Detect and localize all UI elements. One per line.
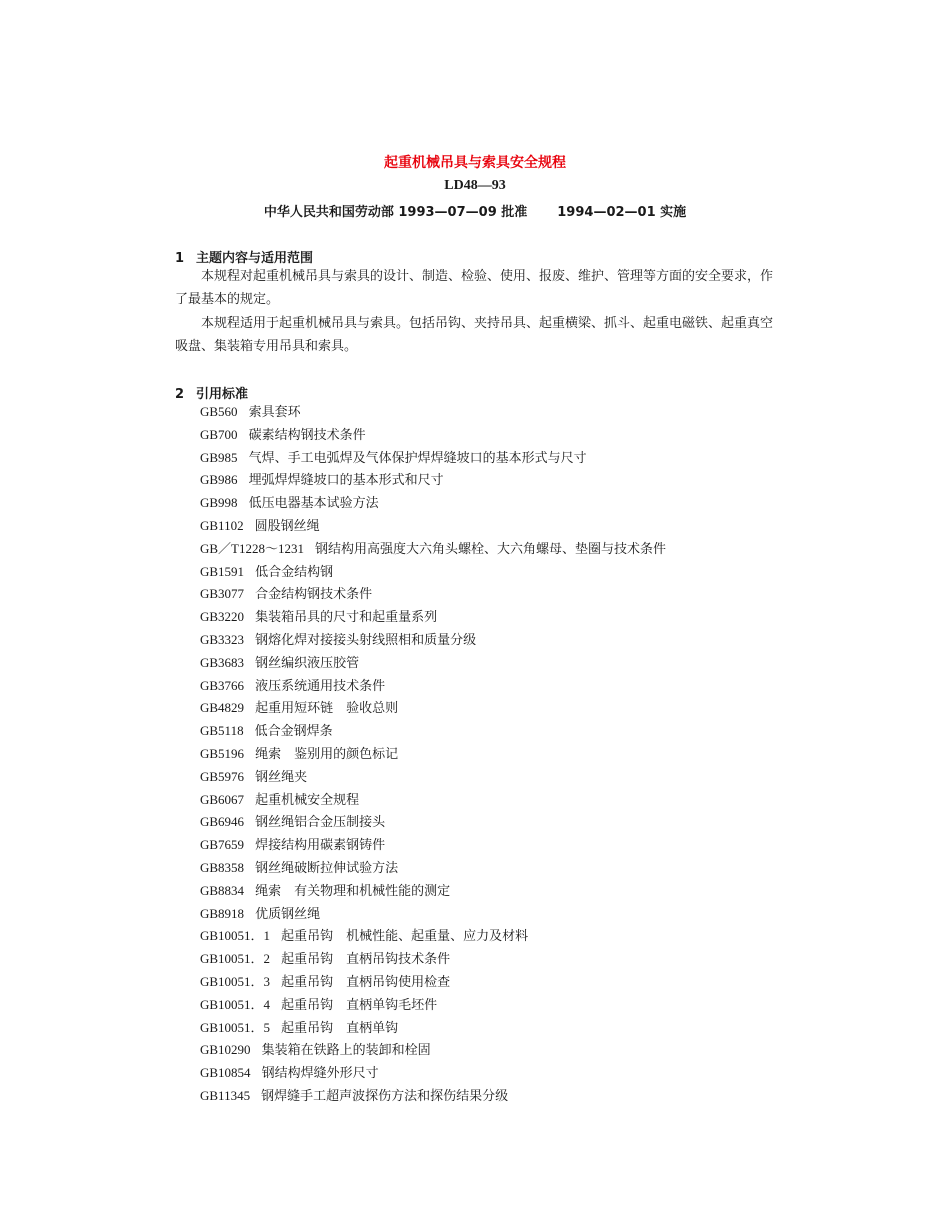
reference-title: 起重吊钩 机械性能、起重量、应力及材料 <box>281 929 529 945</box>
section-1-paragraph-2: 本规程适用于起重机械吊具与索具。包括吊钩、夹持吊具、起重横梁、抓斗、起重电磁铁、起重真空吸盘、集装箱专用吊具和索具。 <box>175 316 774 354</box>
reference-item <box>200 652 666 675</box>
approval-date: 中华人民共和国劳动部 1993—07—09 批准 <box>263 205 528 220</box>
reference-code: GB8834 <box>200 882 245 898</box>
reference-item <box>200 971 666 994</box>
reference-code: GB5196 <box>200 745 245 761</box>
reference-title: 钢焊缝手工超声波探伤方法和探伤结果分级 <box>261 1088 509 1104</box>
reference-item <box>200 583 666 606</box>
reference-list <box>200 401 666 1108</box>
reference-code: GB560 <box>200 404 238 419</box>
section-1-heading <box>175 247 313 266</box>
implementation-date: 1994—02—01 实施 <box>557 205 687 220</box>
reference-item <box>200 1085 666 1108</box>
reference-title: 埋弧焊焊缝坡口的基本形式和尺寸 <box>248 473 444 489</box>
reference-code: GB3683 <box>200 654 245 670</box>
reference-title: 合金结构钢技术条件 <box>255 587 373 603</box>
reference-item <box>200 538 666 561</box>
reference-item <box>200 1017 666 1040</box>
reference-item <box>200 675 666 698</box>
reference-item <box>200 834 666 857</box>
reference-item <box>200 424 666 447</box>
section-title: 主题内容与适用范围 <box>196 251 314 266</box>
reference-item <box>200 606 666 629</box>
reference-item <box>200 948 666 971</box>
reference-title: 起重吊钩 直柄吊钩使用检查 <box>281 974 451 990</box>
reference-code: GB3766 <box>200 677 245 693</box>
reference-title: 钢丝绳铝合金压制接头 <box>255 815 386 831</box>
reference-code: GB8358 <box>200 859 245 875</box>
reference-item <box>200 401 666 424</box>
reference-title: 低压电器基本试验方法 <box>248 496 379 512</box>
reference-item <box>200 492 666 515</box>
reference-item <box>200 880 666 903</box>
reference-item <box>200 766 666 789</box>
reference-code: GB1102 <box>200 517 244 533</box>
reference-code: GB11345 <box>200 1087 251 1103</box>
section-number: 1 <box>175 251 185 266</box>
approval-line <box>0 201 950 220</box>
reference-title: 液压系统通用技术条件 <box>255 678 386 694</box>
document-code: LD48—93 <box>444 178 506 193</box>
reference-item <box>200 469 666 492</box>
reference-item <box>200 1062 666 1085</box>
reference-title: 钢结构焊缝外形尺寸 <box>261 1066 379 1082</box>
reference-title: 钢丝绳破断拉伸试验方法 <box>255 860 399 876</box>
reference-title: 低合金结构钢 <box>255 564 334 580</box>
reference-code: GB3323 <box>200 631 245 647</box>
reference-item <box>200 743 666 766</box>
reference-code: GB／T1228～1231 <box>200 540 305 556</box>
reference-title: 钢丝编织液压胶管 <box>255 655 360 671</box>
reference-item <box>200 857 666 880</box>
reference-title: 优质钢丝绳 <box>255 906 321 922</box>
reference-item <box>200 789 666 812</box>
reference-code: GB3220 <box>200 609 245 625</box>
reference-title: 起重吊钩 直柄单钩 <box>281 1020 399 1036</box>
reference-code: GB998 <box>200 495 238 511</box>
reference-code: GB7659 <box>200 837 245 853</box>
reference-code: GB3077 <box>200 586 245 602</box>
reference-title: 索具套环 <box>248 405 301 420</box>
reference-code: GB10051．2 <box>200 951 271 967</box>
reference-title: 钢丝绳夹 <box>255 769 308 785</box>
reference-code: GB5976 <box>200 768 245 784</box>
reference-title: 碳素结构钢技术条件 <box>248 427 366 443</box>
reference-item <box>200 515 666 538</box>
reference-title: 起重用短环链 验收总则 <box>255 701 399 717</box>
reference-title: 起重机械安全规程 <box>255 792 360 808</box>
reference-code: GB10051．3 <box>200 973 271 989</box>
reference-item <box>200 629 666 652</box>
reference-item <box>200 994 666 1017</box>
reference-item <box>200 447 666 470</box>
document-title: 起重机械吊具与索具安全规程 <box>384 155 566 171</box>
reference-item <box>200 1039 666 1062</box>
reference-code: GB8918 <box>200 905 245 921</box>
reference-code: GB1591 <box>200 563 245 579</box>
reference-item <box>200 697 666 720</box>
reference-code: GB6946 <box>200 814 245 830</box>
section-1-paragraph-1: 本规程对起重机械吊具与索具的设计、制造、检验、使用、报废、维护、管理等方面的安全要求，作了最基本的规定。 <box>175 269 774 307</box>
reference-title: 钢结构用高强度大六角头螺栓、大六角螺母、垫圈与技术条件 <box>315 541 667 557</box>
reference-item <box>200 720 666 743</box>
reference-code: GB10051．4 <box>200 996 271 1012</box>
reference-code: GB5118 <box>200 723 244 739</box>
reference-title: 钢熔化焊对接接头射线照相和质量分级 <box>255 632 477 648</box>
section-2-heading <box>175 383 248 402</box>
reference-code: GB10854 <box>200 1065 251 1081</box>
section-title: 引用标准 <box>196 387 249 402</box>
reference-title: 集装箱吊具的尺寸和起重量系列 <box>255 610 438 626</box>
reference-code: GB700 <box>200 426 238 442</box>
reference-title: 绳索 有关物理和机械性能的测定 <box>255 883 451 899</box>
reference-code: GB985 <box>200 449 238 465</box>
reference-code: GB6067 <box>200 791 245 807</box>
reference-item <box>200 903 666 926</box>
reference-code: GB986 <box>200 472 238 488</box>
reference-code: GB10051．5 <box>200 1019 271 1035</box>
reference-title: 起重吊钩 直柄吊钩技术条件 <box>281 952 451 968</box>
reference-title: 焊接结构用碳素钢铸件 <box>255 838 386 854</box>
reference-item <box>200 925 666 948</box>
reference-title: 集装箱在铁路上的装卸和栓固 <box>261 1043 431 1059</box>
reference-item <box>200 561 666 584</box>
reference-code: GB4829 <box>200 700 245 716</box>
reference-title: 低合金钢焊条 <box>254 724 333 740</box>
reference-code: GB10051．1 <box>200 928 271 944</box>
reference-title: 气焊、手工电弧焊及气体保护焊焊缝坡口的基本形式与尺寸 <box>248 450 587 466</box>
reference-item <box>200 811 666 834</box>
reference-title: 起重吊钩 直柄单钩毛坯件 <box>281 997 438 1013</box>
reference-code: GB10290 <box>200 1042 251 1058</box>
reference-title: 绳索 鉴别用的颜色标记 <box>255 746 399 762</box>
section-number: 2 <box>175 387 185 402</box>
reference-title: 圆股钢丝绳 <box>254 518 320 534</box>
